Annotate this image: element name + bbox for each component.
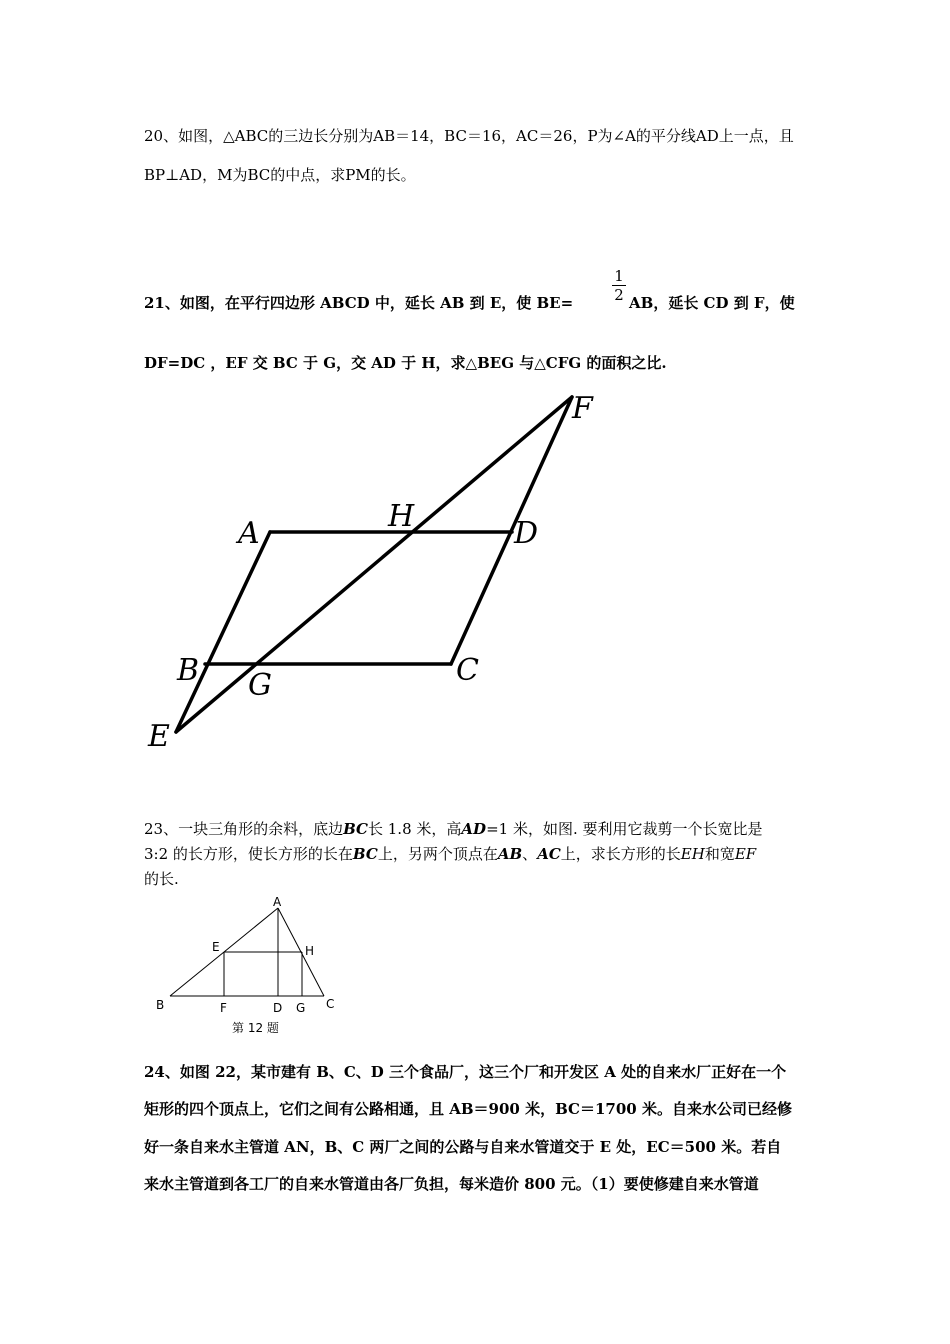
label-g: G	[248, 668, 272, 703]
q23-line-2: 3:2 的长方形，使长方形的长在BC上，另两个顶点在AB、AC上，求长方形的长EH和宽EF	[144, 845, 757, 863]
label-d: D	[514, 516, 539, 551]
tri-label-f: F	[220, 1001, 227, 1015]
label-b: B	[177, 653, 200, 688]
tri-label-a: A	[273, 895, 282, 909]
q24-line-2: 矩形的四个顶点上，它们之间有公路相通，且 AB＝900 米，BC＝1700 米。自来水公司已经修	[144, 1100, 792, 1118]
q21-fraction	[612, 268, 626, 303]
q23-line-3: 的长.	[144, 870, 179, 888]
segment-ae	[176, 532, 270, 732]
segment-ef	[176, 397, 572, 732]
q20-line-2: BP⊥AD，M为BC的中点，求PM的长。	[144, 166, 416, 184]
q23-line-1: 23、一块三角形的余料，底边BC长 1.8 米，高AD=1 米，如图. 要利用它裁剪一个长宽比是	[144, 820, 763, 838]
figure-caption: 第 12 题	[232, 1021, 279, 1035]
tri-label-h: H	[305, 944, 315, 958]
segment-fc	[451, 397, 572, 664]
segment-ac	[278, 908, 324, 996]
label-c: C	[456, 653, 479, 688]
q21-line-1b: AB，延长 CD 到 F，使	[629, 294, 795, 312]
segment-ab	[170, 908, 278, 996]
q24-line-4: 来水主管道到各工厂的自来水管道由各厂负担，每米造价 800 元。（1）要使修建自来水管道	[144, 1175, 759, 1193]
tri-label-b: B	[156, 998, 165, 1012]
q24-line-1: 24、如图 22，某市建有 B、C、D 三个食品厂，这三个厂和开发区 A 处的自来水厂正好在一个	[144, 1063, 787, 1081]
tri-label-e: E	[212, 940, 220, 954]
tri-label-d: D	[273, 1001, 283, 1015]
q24-line-3: 好一条自来水主管道 AN，B、C 两厂之间的公路与自来水管道交于 E 处，EC＝500 米。若自	[144, 1138, 782, 1156]
q20-line-1: 20、如图，△ABC的三边长分别为AB＝14，BC＝16，AC＝26，P为∠A的平分线AD上一点，且	[144, 127, 794, 145]
label-e: E	[148, 719, 170, 754]
q21-line-1a: 21、如图，在平行四边形 ABCD 中，延长 AB 到 E，使 BE=	[144, 294, 574, 312]
label-f: F	[572, 391, 593, 426]
label-h: H	[388, 499, 415, 534]
fraction-denominator: 2	[614, 286, 624, 304]
tri-label-g: G	[296, 1001, 306, 1015]
tri-label-c: C	[326, 997, 335, 1011]
q21-line-2: DF=DC ，EF 交 BC 于 G，交 AD 于 H，求△BEG 与△CFG 的面积之比.	[144, 354, 667, 372]
label-a: A	[238, 516, 260, 551]
fraction-numerator: 1	[614, 267, 624, 285]
